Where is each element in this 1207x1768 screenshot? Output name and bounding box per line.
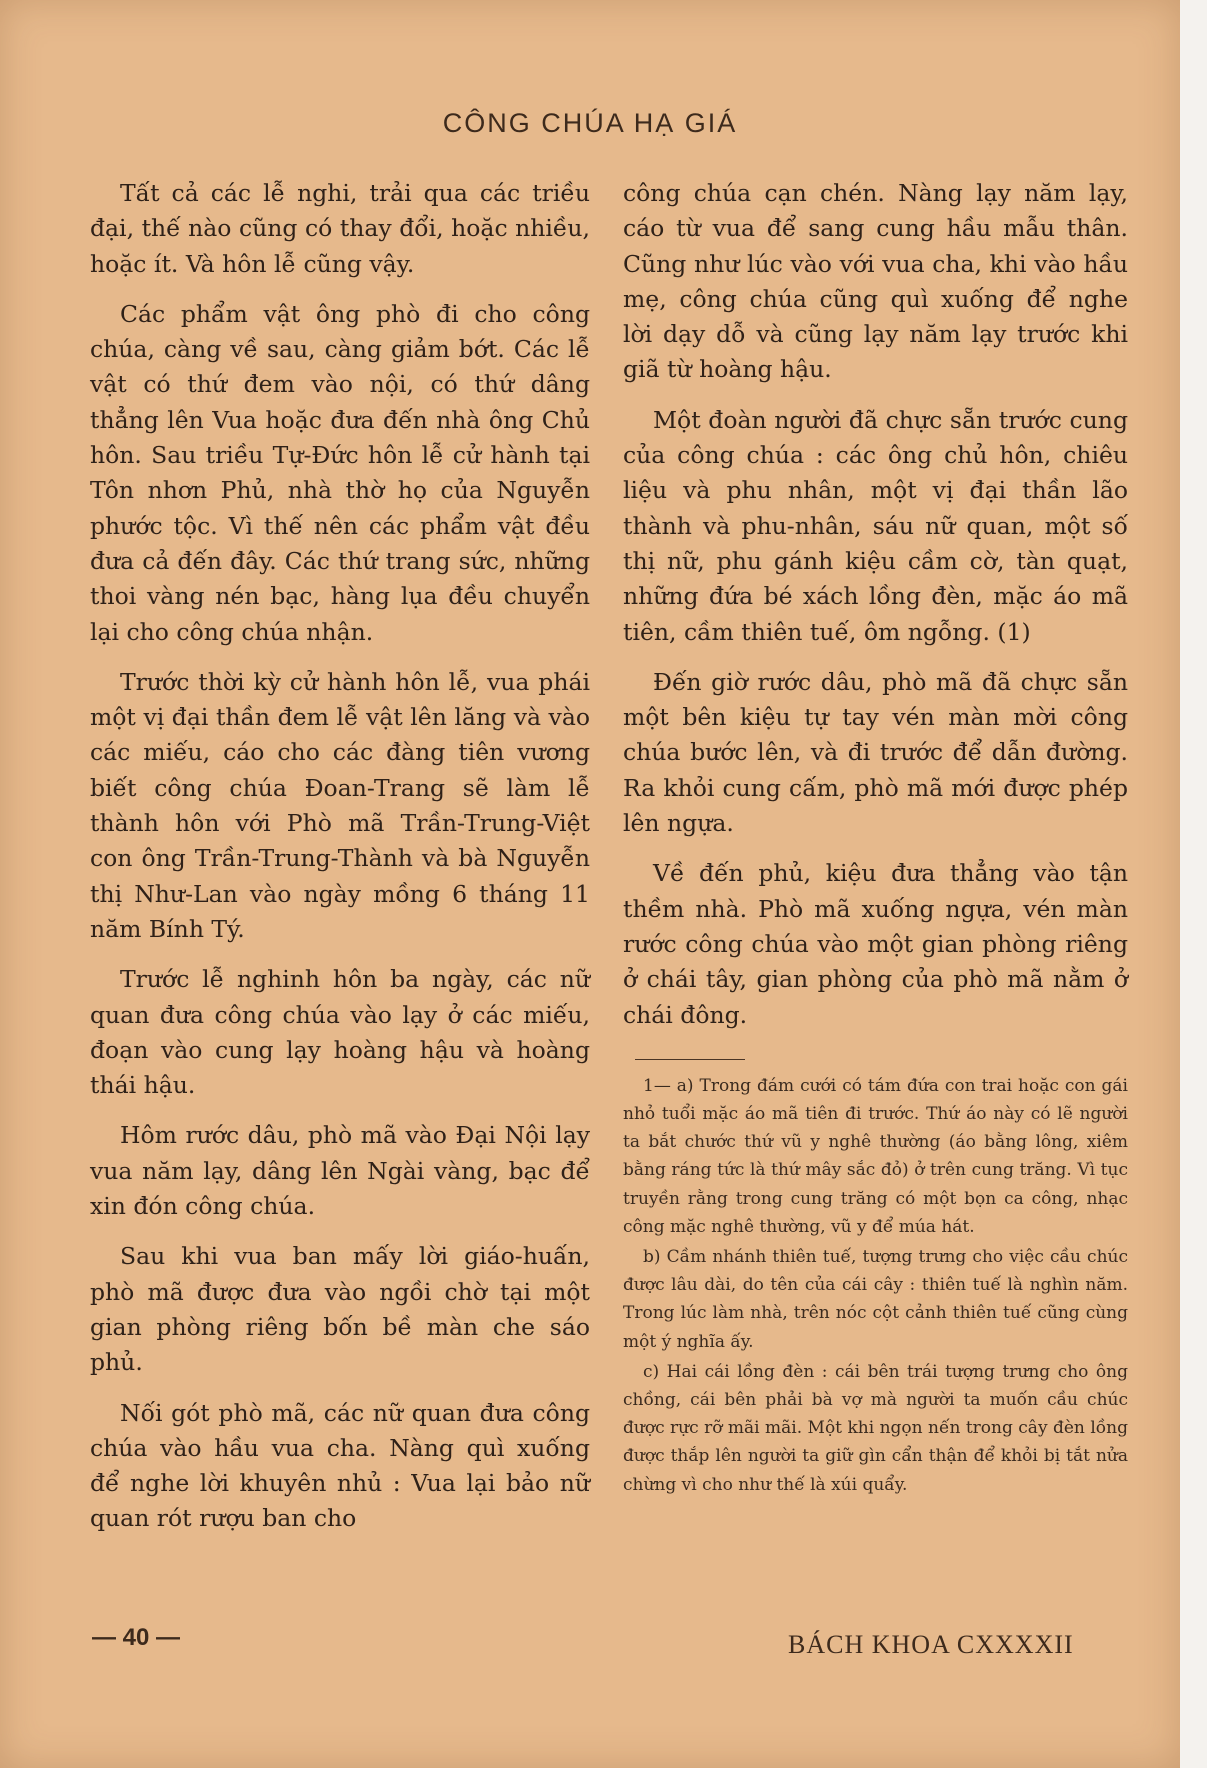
paragraph: công chúa cạn chén. Nàng lạy năm lạy, cáo từ vua để sang cung hầu mẫu thân. Cũng như lúc vào với vua cha, khi vào hầu mẹ, công chúa cũng quì xuống để nghe lời dạy dỗ và cũng lạy năm lạy trước khi giã từ hoàng hậu. [623,179,1128,384]
paragraph: Trước thời kỳ cử hành hôn lễ, vua phái một vị đại thần đem lễ vật lên lăng và vào các miếu, cáo cho các đàng tiên vương biết công chúa Đoan-Trang sẽ làm lễ thành hôn với Phò mã Trần-Trung-Việt con ông Trần-Trung-Thành và bà Nguyễn thị Như-Lan vào ngày mồng 6 tháng 11 năm Bính Tý. [90,667,590,943]
paragraph: Về đến phủ, kiệu đưa thẳng vào tận thềm nhà. Phò mã xuống ngựa, vén màn rước công chúa vào một gian phòng riêng ở chái tây, gian phòng của phò mã nằm ở chái đông. [623,859,1128,1029]
left-column [90,176,590,1552]
paragraph: Các phẩm vật ông phò đi cho công chúa, càng về sau, càng giảm bớt. Các lễ vật có thứ đem vào nội, có thứ dâng thẳng lên Vua hoặc đưa đến nhà ông Chủ hôn. Sau triều Tự-Đức hôn lễ cử hành tại Tôn nhơn Phủ, nhà thờ họ của Nguyễn phước tộc. Vì thế nên các phẩm vật đều đưa cả đến đây. Các thứ trang sức, những thoi vàng nén bạc, hàng lụa đều chuyển lại cho công chúa nhận. [90,299,590,646]
footnotes [623,1072,1128,1499]
right-column [623,176,1128,1501]
publication-name: BÁCH KHOA CXXXXII [788,1630,1074,1659]
footnote: 1— a) Trong đám cưới có tám đứa con trai hoặc con gái nhỏ tuổi mặc áo mã tiên đi trước. Thứ áo này có lẽ người ta bắt chước thứ vũ y nghê thường (áo bằng lông, xiêm bằng ráng tức là thứ mây sắc đỏ) ở trên cung trăng. Vì tục truyền rằng trong cung trăng có một bọn ca công, nhạc công mặc nghê thường, vũ y để múa hát. [623,1075,1128,1237]
paragraph: Sau khi vua ban mấy lời giáo-huấn, phò mã được đưa vào ngồi chờ tại một gian phòng riêng bốn bề màn che sáo phủ. [90,1242,590,1377]
paragraph: Nối gót phò mã, các nữ quan đưa công chúa vào hầu vua cha. Nàng quì xuống để nghe lời khuyên nhủ : Vua lại bảo nữ quan rót rượu ban cho [90,1398,590,1533]
footnote-divider [635,1059,745,1060]
paragraph: Một đoàn người đã chực sẵn trước cung của công chúa : các ông chủ hôn, chiêu liệu và phu nhân, một vị đại thần lão thành và phu-nhân, sáu nữ quan, một số thị nữ, phu gánh kiệu cầm cờ, tàn quạt, những đứa bé xách lồng đèn, mặc áo mã tiên, cầm thiên tuế, ôm ngỗng. (1) [623,405,1128,646]
page-title: CÔNG CHÚA HẠ GIÁ [442,108,738,138]
paragraph: Tất cả các lễ nghi, trải qua các triều đại, thế nào cũng có thay đổi, hoặc nhiều, hoặc ít. Và hôn lễ cũng vậy. [90,179,590,278]
paragraph: Trước lễ nghinh hôn ba ngày, các nữ quan đưa công chúa vào lạy ở các miếu, đoạn vào cung lạy hoàng hậu và hoàng thái hậu. [90,965,590,1100]
paragraph: Hôm rước dâu, phò mã vào Đại Nội lạy vua năm lạy, dâng lên Ngài vàng, bạc để xin đón công chúa. [90,1121,590,1221]
paragraph: Đến giờ rước dâu, phò mã đã chực sẵn một bên kiệu tự tay vén màn mời công chúa bước lên, và đi trước để dẫn đường. Ra khỏi cung cấm, phò mã mới được phép lên ngựa. [623,667,1128,838]
page-number: — 40 — [92,1624,181,1651]
footnote: c) Hai cái lồng đèn : cái bên trái tượng trưng cho ông chồng, cái bên phải bà vợ mà người ta muốn cầu chúc được rực rỡ mãi mãi. Một khi ngọn nến trong cây đèn lồng được thắp lên người ta giữ gìn cẩn thận để khỏi bị tắt nửa chừng vì cho như thế là xúi quẩy. [623,1361,1128,1495]
footnote: b) Cầm nhánh thiên tuế, tượng trưng cho việc cầu chúc được lâu dài, do tên của cái cây : thiên tuế là nghìn năm. Trong lúc làm nhà, trên nóc cột cảnh thiên tuế cũng cùng một ý nghĩa ấy. [623,1247,1128,1352]
